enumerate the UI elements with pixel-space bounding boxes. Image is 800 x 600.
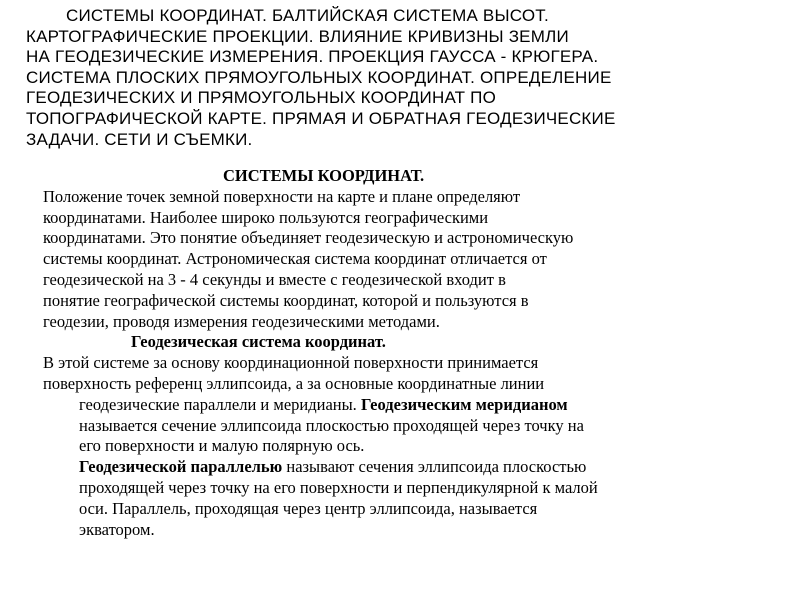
paragraph-line: понятие географической системы координат, которой и пользуются в (43, 290, 529, 310)
header-line: НА ГЕОДЕЗИЧЕСКИЕ ИЗМЕРЕНИЯ. ПРОЕКЦИЯ ГАУССА - КРЮГЕРА. (26, 47, 599, 67)
paragraph-line: Положение точек земной поверхности на карте и плане определяют (43, 186, 521, 206)
document-body (43, 166, 800, 540)
header-line: ТОПОГРАФИЧЕСКОЙ КАРТЕ. ПРЯМАЯ И ОБРАТНАЯ ГЕОДЕЗИЧЕСКИЕ (26, 108, 616, 128)
document-header (26, 6, 796, 150)
line-text: геодезические параллели и меридианы. (79, 394, 361, 414)
line-text: называют сечения эллипсоида плоскостью (282, 457, 587, 477)
header-line: ЗАДАЧИ. СЕТИ И СЪЕМКИ. (26, 129, 253, 149)
header-line: ГЕОДЕЗИЧЕСКИХ И ПРЯМОУГОЛЬНЫХ КООРДИНАТ ПО (26, 88, 497, 108)
paragraph-line: поверхность референц эллипсоида, а за основные координатные линии (43, 373, 545, 393)
paragraph-line (43, 395, 800, 416)
paragraph-line: экватором. (79, 519, 155, 539)
paragraph-line: называется сечение эллипсоида плоскостью проходящей через точку на (79, 415, 584, 435)
paragraph-line: координатами. Это понятие объединяет геодезическую и астрономическую (43, 228, 574, 248)
paragraph-line: оси. Параллель, проходящая через центр эллипсоида, называется (79, 498, 538, 518)
paragraph-line: системы координат. Астрономическая система координат отличается от (43, 249, 547, 269)
section-title: СИСТЕМЫ КООРДИНАТ. (223, 166, 425, 185)
term-geodetic-parallel: Геодезической параллелью (79, 457, 283, 477)
paragraph-line: геодезии, проводя измерения геодезическими методами. (43, 311, 440, 331)
paragraph-line: координатами. Наиболее широко пользуются географическими (43, 207, 489, 227)
paragraph-line: проходящей через точку на его поверхности и перпендикулярной к малой (79, 477, 598, 497)
paragraph-line: его поверхности и малую полярную ось. (79, 436, 365, 456)
term-geodetic-meridian: Геодезическим меридианом (360, 394, 568, 414)
paragraph-line (43, 457, 800, 478)
paragraph-line: геодезической на 3 - 4 секунды и вместе с геодезической входит в (43, 269, 506, 289)
subsection-title: Геодезическая система координат. (131, 332, 386, 352)
header-line: СИСТЕМЫ КООРДИНАТ. БАЛТИЙСКАЯ СИСТЕМА ВЫСОТ. (66, 6, 549, 25)
paragraph-line: В этой системе за основу координационной поверхности принимается (43, 353, 539, 373)
header-line: СИСТЕМА ПЛОСКИХ ПРЯМОУГОЛЬНЫХ КООРДИНАТ. ОПРЕДЕЛЕНИЕ (26, 67, 612, 87)
header-line: КАРТОГРАФИЧЕСКИЕ ПРОЕКЦИИ. ВЛИЯНИЕ КРИВИЗНЫ ЗЕМЛИ (26, 26, 569, 46)
